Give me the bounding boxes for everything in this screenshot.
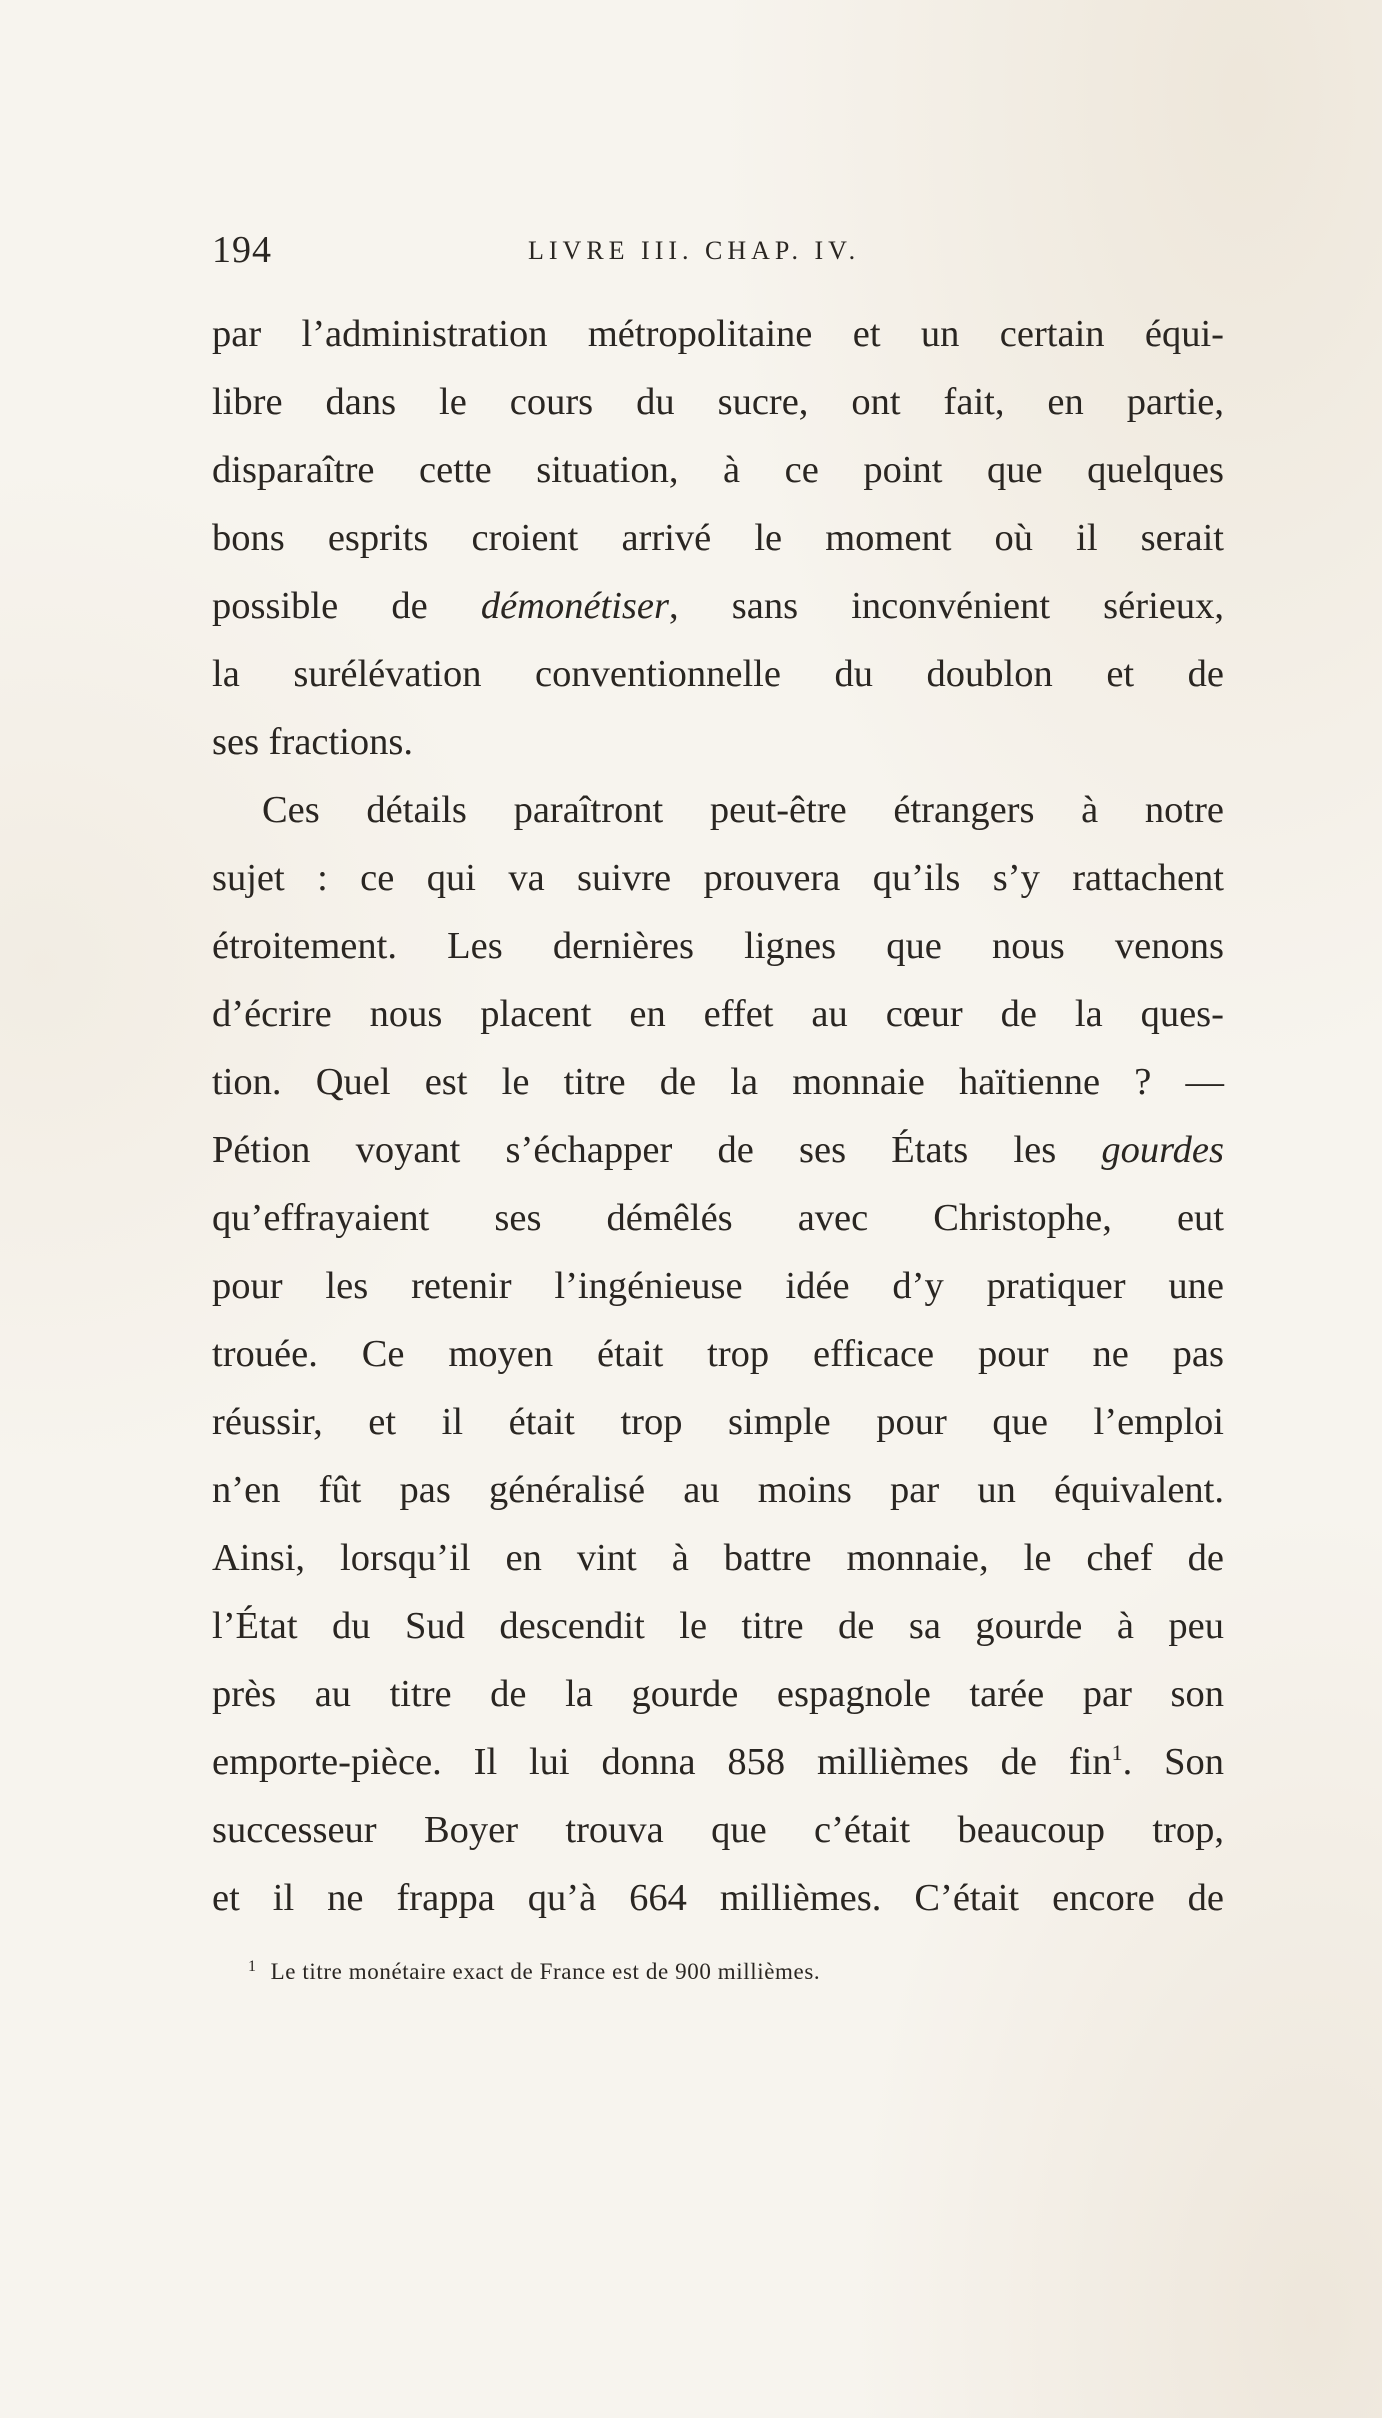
footnote bbox=[248, 1958, 1148, 1985]
text-line: réussir, et il était trop simple pour que l’emploi bbox=[212, 1401, 1224, 1443]
text-line: l’État du Sud descendit le titre de sa gourde à peu bbox=[212, 1605, 1224, 1647]
text-line: libre dans le cours du sucre, ont fait, en partie, bbox=[212, 381, 1224, 423]
footnote-reference[interactable]: 1 bbox=[1111, 1740, 1123, 1765]
text-line: étroitement. Les dernières lignes que nous venons bbox=[212, 925, 1224, 967]
text-line bbox=[212, 572, 1224, 640]
text-line bbox=[212, 1728, 1224, 1796]
footnote-text: Le titre monétaire exact de France est de 900 millièmes. bbox=[270, 1959, 821, 1984]
page-number: 194 bbox=[212, 229, 272, 271]
text-line: d’écrire nous placent en effet au cœur de la ques- bbox=[212, 993, 1224, 1035]
italic-word: gourdes bbox=[1101, 1129, 1224, 1171]
text-line: trouée. Ce moyen était trop efficace pour ne pas bbox=[212, 1333, 1224, 1375]
text-line: disparaître cette situation, à ce point que quelques bbox=[212, 449, 1224, 491]
paragraph-start-line: Ces détails paraîtront peut-être étrangers à notre bbox=[262, 789, 1224, 831]
page-header bbox=[212, 228, 1222, 278]
text-segment: , sans inconvénient sérieux, bbox=[669, 585, 1224, 627]
text-segment: emporte-pièce. Il lui donna 858 millièmes de fin bbox=[212, 1741, 1112, 1783]
text-segment: possible de bbox=[212, 585, 481, 627]
text-line: par l’administration métropolitaine et un certain équi- bbox=[212, 313, 1224, 355]
text-line: n’en fût pas généralisé au moins par un équivalent. bbox=[212, 1469, 1224, 1511]
text-segment: . Son bbox=[1122, 1741, 1224, 1783]
text-line: bons esprits croient arrivé le moment où il serait bbox=[212, 517, 1224, 559]
text-line: qu’effrayaient ses démêlés avec Christophe, eut bbox=[212, 1197, 1224, 1239]
text-line: pour les retenir l’ingénieuse idée d’y pratiquer une bbox=[212, 1265, 1224, 1307]
text-line: ses fractions. bbox=[212, 721, 413, 763]
text-line: sujet : ce qui va suivre prouvera qu’ils s’y rattachent bbox=[212, 857, 1224, 899]
italic-word: démonétiser bbox=[480, 585, 669, 627]
footnote-marker: 1 bbox=[248, 1958, 257, 1975]
body-text bbox=[212, 300, 1224, 1932]
text-line: près au titre de la gourde espagnole tarée par son bbox=[212, 1673, 1224, 1715]
text-line: la surélévation conventionnelle du doublon et de bbox=[212, 653, 1224, 695]
text-line: Ainsi, lorsqu’il en vint à battre monnaie, le chef de bbox=[212, 1537, 1224, 1579]
text-segment: Pétion voyant s’échapper de ses États les bbox=[212, 1129, 1102, 1171]
text-line bbox=[212, 1116, 1224, 1184]
text-line: et il ne frappa qu’à 664 millièmes. C’était encore de bbox=[212, 1877, 1224, 1919]
text-line: tion. Quel est le titre de la monnaie haïtienne ? — bbox=[212, 1061, 1224, 1103]
text-line: successeur Boyer trouva que c’était beaucoup trop, bbox=[212, 1809, 1224, 1851]
running-head: LIVRE III. CHAP. IV. bbox=[528, 236, 861, 265]
